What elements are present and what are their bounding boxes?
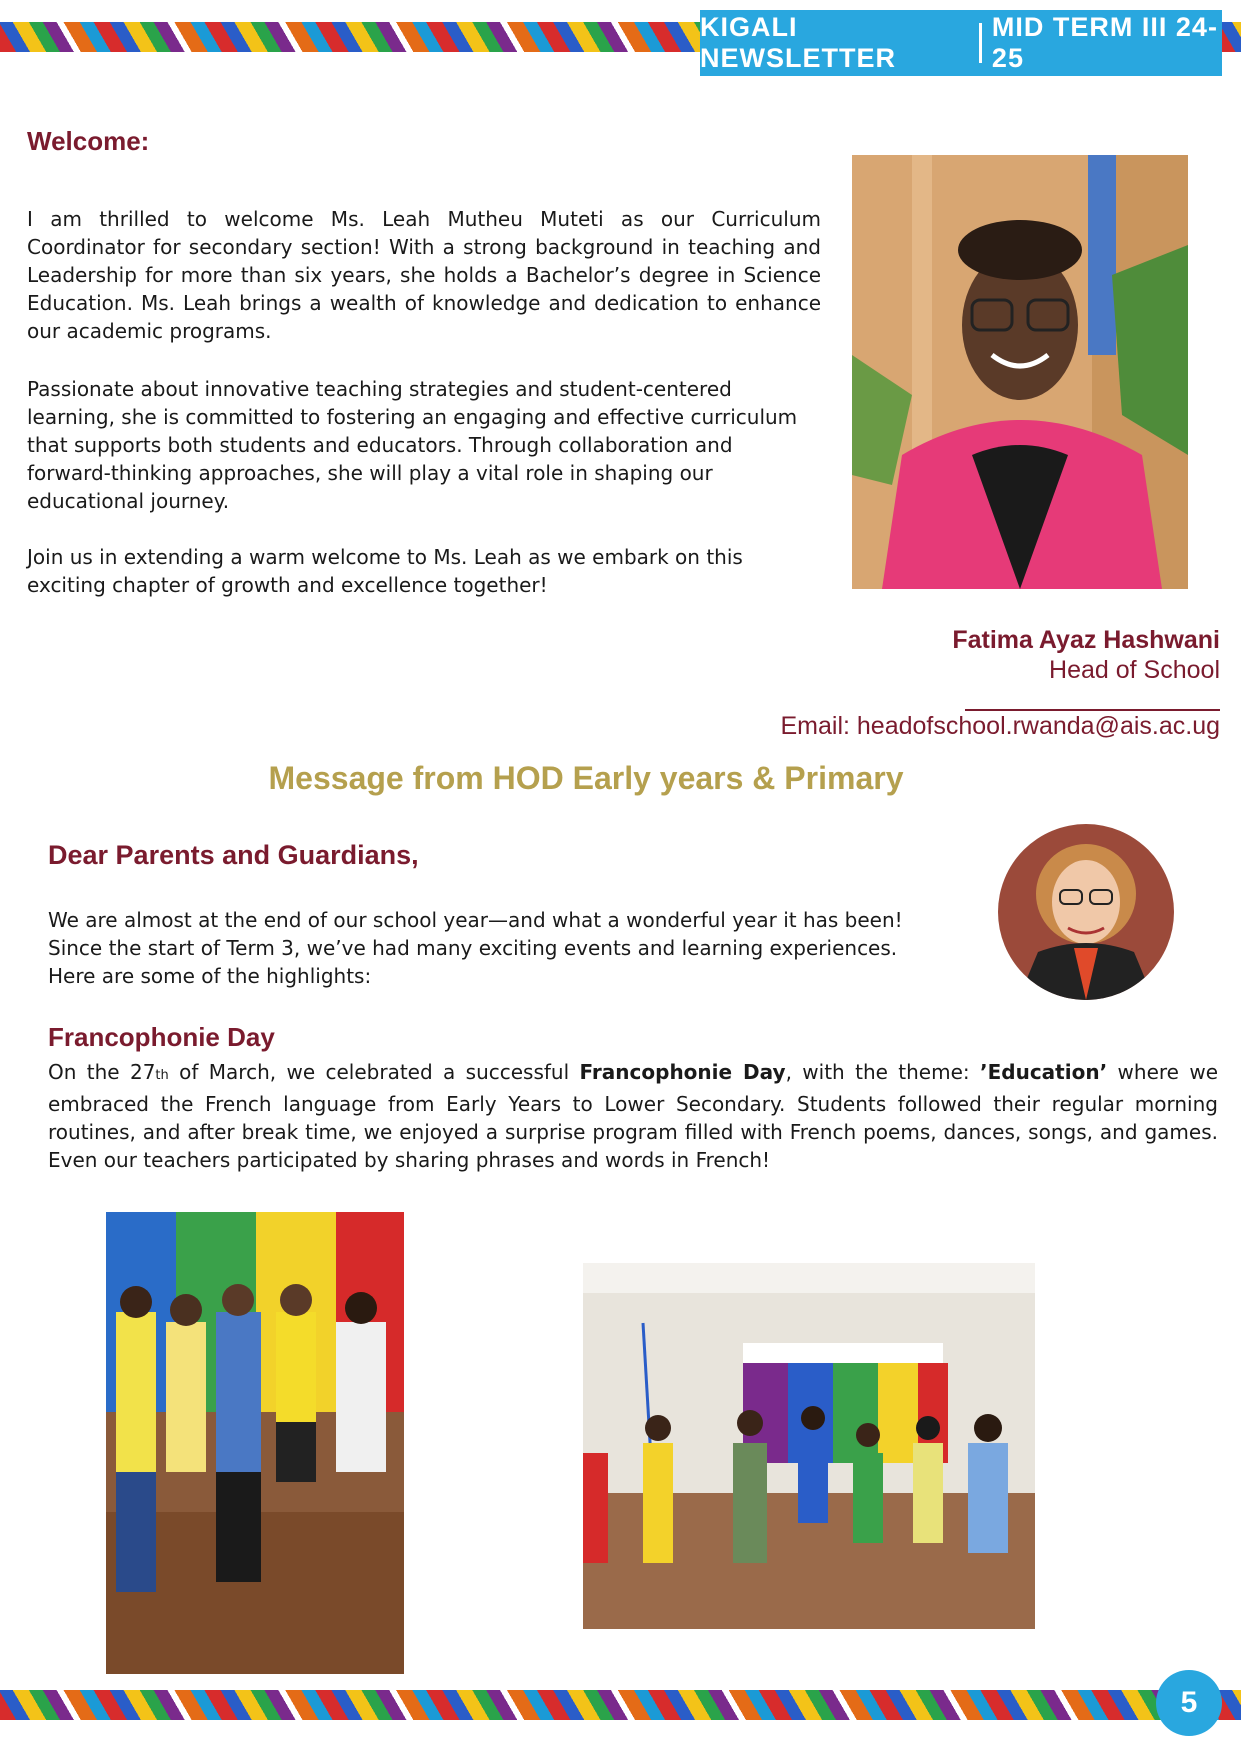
signature-line [965, 709, 1220, 711]
greeting-heading: Dear Parents and Guardians, [48, 840, 419, 870]
header-divider [979, 23, 982, 63]
franco-text-3: , with the theme: [785, 1060, 981, 1084]
francophonie-paragraph [48, 1058, 1218, 1174]
franco-ordinal: th [155, 1068, 169, 1083]
welcome-paragraph-3: Join us in extending a warm welcome to Ms. Leah as we embark on this exciting chapter of growth and excellence together! [27, 545, 743, 597]
header-title: KIGALI NEWSLETTER [700, 12, 896, 73]
signature-role: Head of School [1049, 656, 1220, 684]
bottom-pattern-band [0, 1690, 1241, 1720]
welcome-paragraph-2: Passionate about innovative teaching strategies and student-centered learning, she is committed to fostering an engaging and effective curriculum that supports both students and educators. Through collaboration and forward-thinking approaches, she will play a vital role in shaping our educational journey. [27, 377, 798, 513]
francophonie-heading: Francophonie Day [48, 1022, 275, 1052]
hod-intro: We are almost at the end of our school year—and what a wonderful year it has been! Since the start of Term 3, we’ve had many exciting events and learning experiences. Here are some of the highlights: [48, 908, 903, 988]
hod-section-title: Message from HOD Early years & Primary [268, 760, 904, 796]
signature-name: Fatima Ayaz Hashwani [952, 626, 1220, 654]
signature-email: Email: headofschool.rwanda@ais.ac.ug [780, 712, 1220, 740]
franco-bold-theme: ’Education’ [980, 1060, 1108, 1084]
welcome-heading: Welcome: [27, 126, 150, 156]
franco-bold-event: Francophonie Day [579, 1060, 786, 1084]
franco-text-1: On the 27 [48, 1060, 156, 1084]
event-photo-students [106, 1212, 404, 1674]
header-term: MID TERM III 24-25 [991, 12, 1218, 73]
newsletter-header [700, 10, 1222, 76]
franco-text-4: where we embraced the French language from Early Years to Lower Secondary. Students followed their regular morning routines, and after break time, we enjoyed a surprise program filled with French poems, dances, songs, and games. Even our teachers participated by sharing phrases and words in French! [48, 1060, 1219, 1172]
event-photo-hall [583, 1263, 1035, 1629]
welcome-paragraph-1: I am thrilled to welcome Ms. Leah Mutheu Muteti as our Curriculum Coordinator for secondary section! With a strong background in teaching and Leadership for more than six years, she holds a Bachelor’s degree in Science Education. Ms. Leah brings a wealth of knowledge and dedication to enhance our academic programs. [27, 207, 821, 343]
page-number: 5 [1156, 1670, 1222, 1736]
hod-avatar [998, 824, 1174, 1000]
franco-text-2: of March, we celebrated a successful [168, 1060, 580, 1084]
coordinator-photo [852, 155, 1188, 589]
